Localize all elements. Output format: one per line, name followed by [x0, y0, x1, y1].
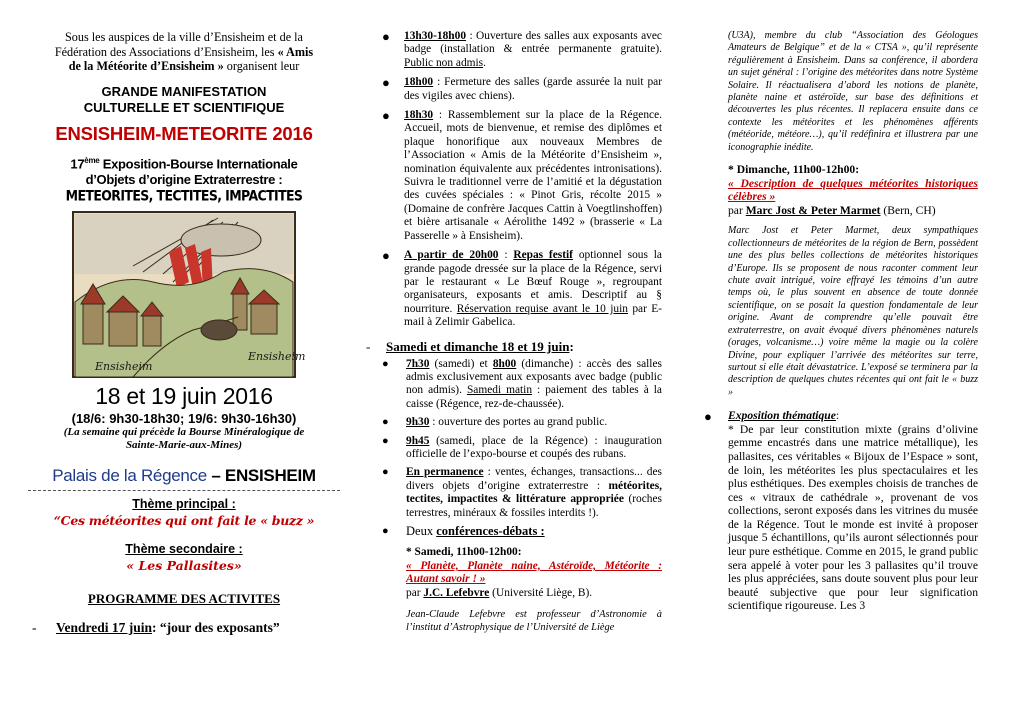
conf1-title: « Planète, Planète naine, Astéroïde, Météorite : Autant savoir ! » — [406, 559, 662, 586]
b2-text: : Fermeture des salles (garde assurée la nuit par des vigiles avec chiens). — [404, 76, 662, 102]
list-item — [362, 109, 662, 243]
b1-public: Public non admis — [404, 56, 484, 69]
conf1-affiliation: (Université Liège, B). — [492, 586, 593, 599]
event-title: ENSISHEIM-METEORITE 2016 — [55, 122, 313, 144]
s1-time2: 8h00 — [492, 357, 517, 370]
intro-line-1: Sous les auspices de la ville d’Ensisheim et de la — [65, 30, 303, 44]
samedi-colon: : — [569, 338, 574, 354]
event-hours: (18/6: 9h30-18h30; 19/6: 9h30-16h30) — [71, 411, 297, 427]
conf1-name: J.C. Lefebvre — [423, 586, 490, 599]
poster-column-right — [704, 30, 978, 613]
bullet-icon: ● — [382, 466, 389, 479]
samedi-dash: - — [366, 338, 371, 354]
venue-name: Palais de la Régence — [52, 466, 207, 486]
conf1-by: par — [406, 586, 421, 599]
s4-text: : ventes, échanges, transactions... des divers objets d’origine extraterrestre : — [406, 466, 662, 492]
conf2-when: * Dimanche, 11h00-12h00: — [728, 163, 860, 177]
venue — [28, 466, 340, 486]
bullet-icon: ● — [704, 409, 712, 425]
conf2-name: Marc Jost & Peter Marmet — [745, 203, 881, 217]
b4-text: optionnel sous la grande pagode dressée sur la place de la Régence, servi par le restaurant « Le Bœuf Rouge », regroupant organisateurs, exposants et amis. Descriptif au § nourriture. — [404, 249, 662, 315]
conf2-title: « Description de quelques météorites historiques célèbres » — [728, 176, 978, 204]
s1-a: (samedi) et — [434, 357, 488, 370]
conf1-bio: Jean-Claude Lefebvre est professeur d’Astronomie à l’institut d’Astrophysique de l’Université de Liège — [406, 609, 662, 633]
expo-number: 17 — [70, 156, 85, 172]
intro-text — [28, 30, 340, 74]
grande-manifestation-heading — [28, 84, 340, 116]
s3-time: 9h45 — [406, 434, 430, 447]
expo-superscript: ème — [84, 155, 100, 165]
woodcut-caption: Ensisheim — [248, 350, 306, 364]
intro-association-name: de la Météorite d’Ensisheim » — [68, 59, 224, 74]
woodcut-caption-2: Ensisheim — [95, 360, 153, 374]
b3-text: : Rassemblement sur la place de la Régence. Accueil, mots de bienvenue, et remise des diplômes et plaque honorifique aux nouveaux Membres de l’Association « Amis de la Météorite d’Ensisheim », nomination équivalente aux précédentes intronisations). Suivra le traditionnel verre de l’amitié et la dégustation des cuvées spéciales : « Pinot Gris, récolte 2015 » (Domaine de confrère Jacques Cattin à Voegtlinshoffen) et bière artisanale « Aérolithe 1492 » (brasserie « La Passerelle » à Ensisheim). — [404, 109, 662, 242]
grande-line-2: CULTURELLE ET SCIENTIFIQUE — [83, 99, 285, 115]
conf2-speaker — [728, 204, 978, 218]
bullet-icon: ● — [382, 29, 390, 44]
s2-text: : ouverture des portes au grand public. — [432, 416, 608, 429]
s1-matin: Samedi matin — [466, 384, 533, 397]
theme-principal-label: Thème principal : — [132, 497, 236, 512]
theme-principal: “Ces météorites qui ont fait le « buzz » — [53, 513, 315, 529]
week-note-line-1: (La semaine qui précède la Bourse Minéralogique de — [63, 426, 305, 439]
conf2-by: par — [728, 203, 743, 217]
expo-colon: : — [835, 409, 840, 423]
bullet-icon: ● — [382, 525, 389, 537]
intro-line-3-end: organisent leur — [226, 59, 300, 74]
s3-text: (samedi, place de la Régence) : inauguration officielle de l’expo-bourse et coupés des rubans. — [406, 434, 662, 460]
poster-column-middle — [362, 30, 662, 634]
b4-time: A partir de 20h00 — [404, 249, 499, 262]
b4-end: par E-mail à Zelimir Gabelica. — [404, 302, 662, 329]
conference-1 — [362, 546, 662, 634]
intro-line-2: Fédération des Associations d’Ensisheim, les — [54, 44, 275, 59]
meteorite-woodcut-image — [73, 212, 306, 377]
bullet-icon: ● — [382, 248, 390, 264]
list-item — [362, 416, 662, 429]
grande-line-1: GRANDE MANIFESTATION — [101, 83, 267, 99]
week-note — [28, 426, 340, 452]
b2-time: 18h00 — [404, 76, 434, 89]
s5-deux: Deux — [406, 524, 434, 538]
dashed-divider — [28, 490, 340, 491]
b1-text: : Ouverture des salles aux exposants avec badge (installation & entrée permanente gratuite). — [404, 30, 662, 56]
list-item — [362, 358, 662, 412]
b1-time: 13h30-18h00 — [404, 30, 467, 42]
s4-bold: météorites, tectites, impactites & littérature appropriée — [406, 479, 662, 506]
s2-time: 9h30 — [406, 416, 430, 429]
s4-permanence: En permanence — [406, 466, 484, 479]
week-note-line-2: Sainte-Marie-aux-Mines) — [125, 439, 243, 452]
bullet-icon: ● — [382, 75, 390, 91]
samedi-heading — [362, 339, 662, 355]
s5-conferences: conférences-débats : — [436, 524, 545, 538]
conf1-speaker — [406, 587, 662, 600]
expo-title: Exposition thématique — [728, 409, 836, 423]
poster-column-left — [28, 30, 340, 636]
s1-b: (dimanche) : accès des salles admis exclusivement aux exposants avec badge (public non admis). — [406, 357, 662, 397]
vendredi-label: : “jour des exposants” — [152, 620, 280, 636]
programme-heading: PROGRAMME DES ACTIVITES — [87, 591, 281, 607]
list-item — [362, 435, 662, 462]
conf2-affiliation: (Bern, CH) — [883, 203, 936, 217]
bullet-icon: ● — [382, 416, 389, 429]
theme-secondaire-label: Thème secondaire : — [125, 542, 243, 557]
theme-secondaire: « Les Pallasites» — [126, 558, 242, 574]
b3-time: 18h30 — [404, 109, 434, 122]
list-item — [362, 466, 662, 520]
event-dates: 18 et 19 juin 2016 — [95, 383, 273, 410]
list-item — [362, 525, 662, 538]
b4-reservation: Réservation requise avant le 10 juin — [456, 302, 628, 315]
expo-line-1: Exposition-Bourse Internationale — [102, 156, 298, 172]
expo-line-2: d’Objets d’origine Extraterrestre : — [85, 172, 283, 188]
samedi-date: Samedi et dimanche 18 et 19 juin — [386, 338, 570, 354]
intro-amis: « Amis — [277, 44, 314, 59]
s1-time: 7h30 — [406, 357, 430, 370]
list-item: ● 13h30-18h00 : Ouverture des salles aux exposants avec badge (installation & entrée permanente gratuite). Public non admis. — [382, 29, 662, 69]
expo-line-3: METEORITES, TECTITES, IMPACTITES — [65, 186, 303, 205]
bullet-icon: ● — [382, 108, 390, 124]
expo-heading — [28, 153, 340, 204]
venue-town: – ENSISHEIM — [211, 466, 316, 486]
expo-text: * De par leur constitution mixte (grains d’olivine gemme encastrés dans une matrice métallique), les pallasites, ces véritables « Bijoux de l’Espace » sont, de loin, les météorites les plus spectaculaires et les plus esthétiques. Des exemples choisis de tranches de ces « vitraux de cathédrale », provenant de vos collections, seront exposés dans les vitrines du musée de la Régence. Tout le monde est invité à proposer jusque 5 échantillons, qu’ils auront sélectionnés pour leur pure esthétique. Comme en 2015, le grand public sera appelé à voter pour les 3 pallasites qu’il trouve les plus appréciées, sans doute souvent plus pour leur beauté subjective que pour leur signification scientifique rigoureuse. Les 3 — [728, 422, 978, 613]
vendredi-line — [28, 620, 340, 636]
conf1-bio-continued: (U3A), membre du club “Association des Géologues Amateurs de Belgique” et de la « CTSA », qu’il représente régulièrement à Ensisheim. Dans sa conférence, il abordera un sujet général : l’origine des météorites dans notre Système Solaire. Il réactualisera d’abord les notions de planète, planète naine et astéroïde, sur base des définitions et découvertes les plus récentes. Il replacera ensuite dans ce contexte les météorites et les phénomènes afférents (météoride, météore…), qu’il redéfinira et illustrera par une iconographie inédite. — [728, 30, 978, 153]
s1-c: : paiement des tables à la caisse (Régence, rez-de-chaussée). — [406, 384, 662, 410]
s4-end: (roches terrestres, minéraux & fossiles interdits !). — [406, 493, 662, 519]
bullet-icon: ● — [382, 357, 389, 370]
conf1-when: * Samedi, 11h00-12h00: — [406, 546, 522, 559]
expo-heading-line — [728, 409, 978, 423]
list-item: ● A partir de 20h00 : Repas festif optionnel sous la grande pagode dressée sur la place de la Régence, servi par le restaurant « Le Bœuf Rouge », regroupant organisateurs, exposants et amis. Descriptif au § nourriture. Réservation requise avant le 10 juin par E-mail à Zelimir Gabelica. — [382, 248, 662, 329]
b4-repas: Repas festif — [513, 249, 573, 262]
conf2-bio: Marc Jost et Peter Marmet, deux sympathiques collectionneurs de météorites de la région de Bern, possèdent une des plus belles collections de météorites historiques d’Europe. Ils se proposent de nous raconter comment leur chute avait intrigué, voire effrayé les témoins d’un autre temps où, le plus souvent en absence de toute donnée scientifique, on se posait la question fondamentale de leur origine. Avant de comprendre qu’elle pouvait être extraterrestre, on avait évoqué divers phénomènes naturels (orages, volcanisme…) voire même la magie ou la colère Divine, pour expliquer l’arrivée des météorites sur terre, surtout si elle était dévastatrice. L’exposé se terminera par la description de quelques chutes récentes qui ont fait le « buzz » — [728, 225, 978, 398]
exposition-section — [704, 409, 978, 613]
vendredi-dash: - — [32, 620, 37, 636]
list-item — [362, 76, 662, 103]
vendredi-date: Vendredi 17 juin — [56, 620, 153, 636]
bullet-icon: ● — [382, 434, 389, 447]
